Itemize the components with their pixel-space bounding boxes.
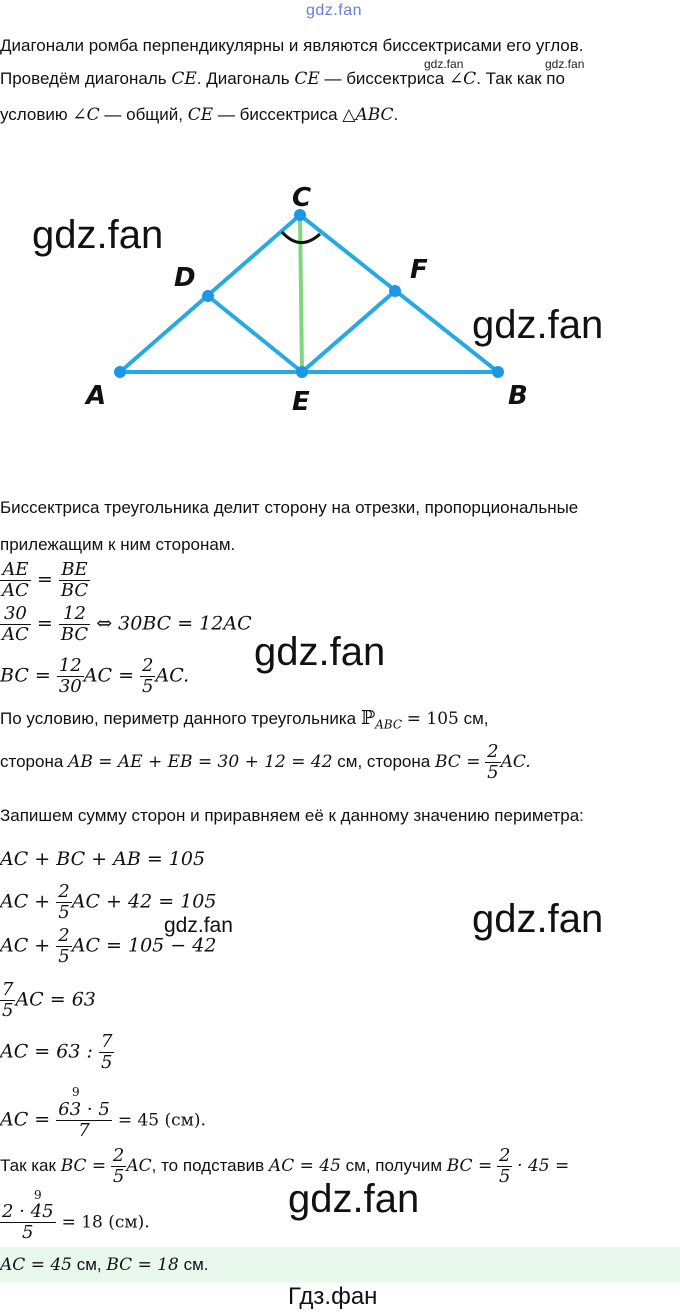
proportion-equation bbox=[0, 604, 252, 645]
numerator: 7 bbox=[2, 979, 14, 1000]
fraction bbox=[56, 1100, 112, 1141]
side-line bbox=[0, 742, 531, 783]
text: . Диагональ bbox=[196, 69, 290, 88]
fraction bbox=[0, 560, 31, 601]
sum-equation-3 bbox=[0, 926, 216, 967]
watermark-top: gdz.fan bbox=[306, 2, 362, 19]
math: AC = bbox=[0, 1108, 51, 1131]
ratio-equation bbox=[0, 560, 90, 601]
text: — биссектриса bbox=[324, 69, 445, 88]
fraction bbox=[485, 742, 500, 783]
math: AC + bbox=[0, 934, 51, 957]
denominator: 30 bbox=[58, 676, 82, 697]
fraction bbox=[57, 656, 84, 697]
math: · 45 = bbox=[517, 1155, 570, 1176]
numerator: 2 bbox=[58, 925, 70, 946]
math: AB = AE + EB = 30 + 12 = 42 bbox=[68, 751, 333, 772]
bc-result-equation bbox=[0, 1202, 150, 1243]
denominator: 5 bbox=[112, 1166, 125, 1187]
math: BC = bbox=[0, 664, 51, 687]
math: ∠C bbox=[448, 69, 477, 89]
math: AC = 45 bbox=[268, 1155, 341, 1176]
watermark-small: gdz.fan bbox=[545, 57, 585, 71]
numerator: 2 bbox=[487, 741, 499, 762]
numerator: 12 bbox=[59, 604, 90, 625]
math: AC. bbox=[500, 751, 531, 772]
intro-line-2 bbox=[0, 69, 565, 89]
fraction bbox=[59, 604, 90, 645]
math: AC = 63 : bbox=[0, 1040, 93, 1063]
math: = 105 bbox=[406, 709, 459, 729]
math: BC = 18 bbox=[106, 1255, 179, 1275]
numerator: AE bbox=[0, 560, 31, 581]
point-e bbox=[296, 366, 308, 378]
sum-equation-1: AC + BC + AB = 105 bbox=[0, 848, 206, 870]
label-f: F bbox=[410, 255, 428, 285]
math: AC. bbox=[155, 664, 190, 687]
sum-equation-5 bbox=[0, 1032, 114, 1073]
math: AC + 42 = 105 bbox=[71, 890, 217, 913]
label-b: B bbox=[508, 381, 528, 411]
denominator: 5 bbox=[100, 1052, 113, 1073]
footer-watermark: Гдз.фан bbox=[288, 1283, 378, 1310]
denominator: AC bbox=[2, 624, 29, 645]
text: см, получим bbox=[345, 1155, 443, 1175]
intro-line-3 bbox=[0, 105, 398, 125]
label-d: D bbox=[174, 263, 196, 293]
equals: = bbox=[36, 612, 53, 635]
substitution-line bbox=[0, 1146, 569, 1187]
text: — общий, bbox=[104, 105, 184, 124]
math: AC = 63 bbox=[15, 988, 96, 1011]
denominator: 5 bbox=[58, 902, 70, 923]
watermark-small: gdz.fan bbox=[424, 57, 464, 71]
text: — биссектриса bbox=[217, 105, 338, 124]
numerator: BE bbox=[59, 560, 90, 581]
cancel-mark: 9 bbox=[72, 1085, 80, 1099]
numerator: 2 bbox=[142, 655, 154, 676]
watermark-big: gdz.fan bbox=[472, 897, 604, 941]
math: BC = bbox=[60, 1155, 107, 1176]
watermark-big: gdz.fan bbox=[288, 1177, 420, 1221]
numerator: 63 · 5 bbox=[58, 1099, 110, 1120]
point-b bbox=[492, 366, 504, 378]
denominator: 5 bbox=[2, 1000, 14, 1021]
point-f bbox=[389, 285, 401, 297]
denominator: AC bbox=[2, 580, 29, 601]
text: Так как bbox=[0, 1155, 56, 1175]
text: условию bbox=[0, 105, 68, 124]
watermark-big: gdz.fan bbox=[472, 303, 604, 347]
text: , то подставив bbox=[151, 1155, 265, 1175]
label-a: A bbox=[86, 381, 107, 411]
math: CE bbox=[187, 105, 214, 125]
text: . bbox=[393, 105, 399, 124]
point-a bbox=[114, 366, 126, 378]
fraction bbox=[0, 980, 15, 1021]
numerator: 2 · 45 bbox=[2, 1201, 54, 1222]
text: см, сторона bbox=[337, 751, 431, 771]
figure-lines bbox=[120, 215, 498, 372]
text: см. bbox=[183, 1255, 209, 1274]
watermark-big: gdz.fan bbox=[254, 630, 386, 674]
fraction bbox=[0, 604, 31, 645]
watermark-big: gdz.fan bbox=[32, 213, 164, 257]
fraction bbox=[111, 1146, 126, 1187]
math: AC = 45 bbox=[0, 1255, 72, 1275]
math: ⇔ 30BC = 12AC bbox=[96, 612, 252, 635]
sum-intro: Запишем сумму сторон и приравняем её к данному значению периметра: bbox=[0, 806, 584, 825]
numerator: 2 bbox=[58, 881, 70, 902]
denominator: BC bbox=[60, 580, 89, 601]
numerator: 12 bbox=[58, 655, 82, 676]
denominator: 5 bbox=[58, 946, 70, 967]
bc-expression bbox=[0, 656, 189, 697]
segment-de bbox=[208, 296, 302, 372]
denominator: 5 bbox=[487, 762, 499, 783]
math: ∠C bbox=[72, 105, 100, 125]
sum-equation-6 bbox=[0, 1100, 206, 1141]
fraction bbox=[56, 926, 71, 967]
fraction bbox=[140, 656, 155, 697]
bisector-rule-line-2: прилежащим к ним сторонам. bbox=[0, 535, 236, 554]
fraction bbox=[0, 1202, 56, 1243]
math: CE bbox=[294, 69, 320, 89]
numerator: 2 bbox=[112, 1145, 125, 1166]
perimeter-line bbox=[0, 707, 489, 731]
text: см, bbox=[463, 709, 489, 728]
math: AC = 105 − 42 bbox=[71, 934, 217, 957]
denominator: 5 bbox=[22, 1222, 34, 1243]
fraction bbox=[56, 882, 71, 923]
equals: = bbox=[36, 568, 53, 591]
math: AC bbox=[126, 1155, 152, 1176]
math: = 45 (см). bbox=[117, 1110, 206, 1131]
point-d bbox=[202, 290, 214, 302]
text: Проведём диагональ bbox=[0, 69, 167, 88]
math: = 18 (см). bbox=[61, 1212, 150, 1233]
label-e: E bbox=[292, 387, 310, 417]
math: AC = bbox=[83, 664, 134, 687]
sum-equation-4 bbox=[0, 980, 96, 1021]
fraction bbox=[497, 1146, 512, 1187]
denominator: 5 bbox=[142, 676, 154, 697]
bisector-rule-line-1: Биссектриса треугольника делит сторону на отрезки, пропорциональные bbox=[0, 498, 579, 517]
text: см, bbox=[76, 1255, 102, 1274]
label-c: C bbox=[292, 183, 312, 213]
fraction bbox=[99, 1032, 114, 1073]
numerator: 7 bbox=[100, 1031, 113, 1052]
segment-ef bbox=[302, 291, 395, 372]
math: CE bbox=[171, 69, 197, 89]
math: ℙ bbox=[360, 707, 376, 729]
math: AC + bbox=[0, 890, 51, 913]
triangle-figure bbox=[0, 160, 680, 440]
math: BC = bbox=[446, 1155, 493, 1176]
math: BC = bbox=[434, 751, 481, 772]
fraction bbox=[59, 560, 90, 601]
denominator: BC bbox=[60, 624, 89, 645]
figure-points bbox=[114, 209, 504, 378]
denominator: 5 bbox=[498, 1166, 511, 1187]
math: △ABC bbox=[342, 105, 394, 125]
answer-line bbox=[0, 1255, 209, 1275]
text: По условию, периметр данного треугольника bbox=[0, 709, 357, 728]
intro-line-1: Диагонали ромба перпендикулярны и являются биссектрисами его углов. bbox=[0, 36, 584, 55]
math: ABC bbox=[375, 717, 403, 732]
bisector-ce bbox=[300, 215, 302, 372]
numerator: 2 bbox=[498, 1145, 511, 1166]
cancel-mark: 9 bbox=[34, 1188, 42, 1202]
numerator: 30 bbox=[0, 604, 31, 625]
denominator: 7 bbox=[78, 1120, 90, 1141]
text: . Так как по bbox=[476, 69, 565, 88]
text: сторона bbox=[0, 751, 64, 771]
watermark-mid: gdz.fan bbox=[164, 914, 233, 937]
